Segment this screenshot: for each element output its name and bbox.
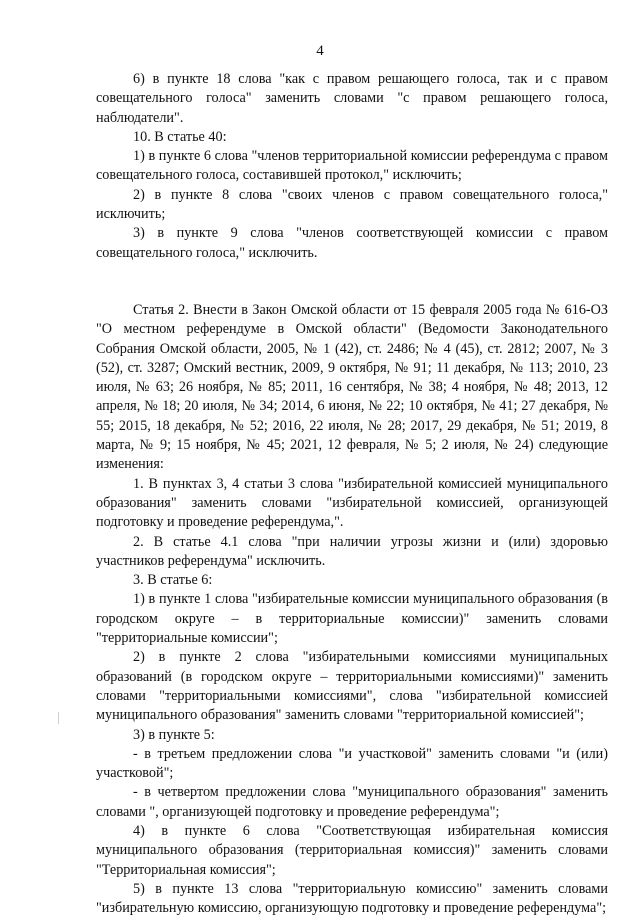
article-heading-paragraph: Статья 2. Внести в Закон Омской области от 15 февраля 2005 года № 616-ОЗ "О местном референдуме в Омской области" (Ведомости Законодательного Собрания Омской области, 2005, № 1 (42), ст. 2486; № 4 (45), ст. 2812; 2007, № 3 (52), ст. 3287; Омский вестник, 2009, 9 октября, № 91; 11 декабря, № 113; 2010, 23 июля, № 63; 26 ноября, № 85; 2011, 16 сентября, № 38; 4 ноября, № 48; 2013, 12 апреля, № 18; 20 июля, № 34; 2014, 6 июня, № 22; 10 октября, № 41; 27 декабря, № 55; 2015, 18 декабря, № 52; 2016, 22 июля, № 28; 2017, 29 декабря, № 51; 2019, 8 марта, № 9; 15 ноября, № 45; 2021, 12 февраля, № 5; 2 июля, № 24) следующие изменения: xyxy=(96,301,608,473)
scan-mark xyxy=(58,712,59,724)
paragraph: 3. В статье 6: xyxy=(133,572,213,589)
paragraph: 2) в пункте 8 слова "своих членов с правом совещательного голоса," исключить; xyxy=(96,186,608,223)
page-number: 4 xyxy=(316,43,324,59)
paragraph: 1) в пункте 6 слова "членов территориальной комиссии референдума с правом совещательного голоса, составившей протокол," исключить; xyxy=(96,148,608,184)
paragraph: 2) в пункте 2 слова "избирательными комиссиями муниципальных образований (в городском округе – территориальными комиссиями)" заменить словами "территориальными комиссиями", слова "избирательной комиссией муниципального образования" заменить словами "территориальной комиссией"; xyxy=(96,649,608,724)
paragraph: 2. В статье 4.1 слова "при наличии угрозы жизни и (или) здоровью участников референдума" исключить. xyxy=(96,533,608,569)
paragraph: 1. В пунктах 3, 4 статьи 3 слова "избирательной комиссией муниципального образования" заменить словами "избирательной комиссией, организующей подготовку и проведение референдума,". xyxy=(96,475,608,531)
paragraph: 3) в пункте 5: xyxy=(133,726,215,743)
paragraph: 10. В статье 40: xyxy=(133,128,227,145)
paragraph: 3) в пункте 9 слова "членов соответствующей комиссии с правом совещательного голоса," исключить. xyxy=(96,225,608,261)
paragraph: 6) в пункте 18 слова "как с правом решающего голоса, так и с правом совещательного голоса" заменить словами "с правом решающего голоса, наблюдатели". xyxy=(96,71,608,126)
paragraph: 1) в пункте 1 слова "избирательные комиссии муниципального образования (в городском округе – в территориальные комиссии)" заменить словами "территориальные комиссии"; xyxy=(96,591,608,647)
paragraph: - в третьем предложении слова "и участковой" заменить словами "и (или) участковой"; xyxy=(96,745,608,782)
paragraph: - в четвертом предложении слова "муниципального образования" заменить словами ", организующей подготовку и проведение референдума"; xyxy=(96,784,608,820)
paragraph: 4) в пункте 6 слова "Соответствующая избирательная комиссия муниципального образования (территориальная комиссия)" заменить словами "Территориальная комиссия"; xyxy=(96,822,608,878)
paragraph: 5) в пункте 13 слова "территориальную комиссию" заменить словами "избирательную комиссию, организующую подготовку и проведение референдума"; xyxy=(96,880,608,917)
document-body xyxy=(96,70,608,918)
section-gap xyxy=(96,263,608,301)
